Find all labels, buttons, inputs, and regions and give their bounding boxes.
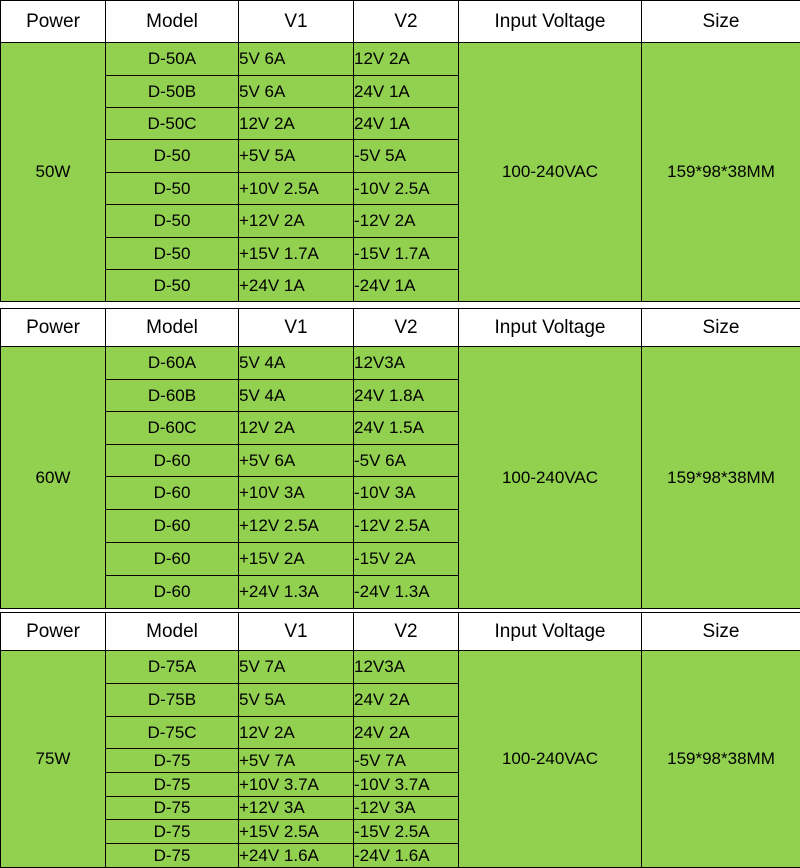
size-header: Size <box>642 309 800 347</box>
v1-cell: 5V 6A <box>239 76 354 108</box>
input-voltage-header: Input Voltage <box>459 309 642 347</box>
v1-cell: +24V 1A <box>239 270 354 302</box>
v2-header: V2 <box>354 1 459 43</box>
input-voltage-header: Input Voltage <box>459 613 642 651</box>
model-cell: D-75 <box>106 773 239 797</box>
size-cell: 159*98*38MM <box>642 347 800 609</box>
model-cell: D-60 <box>106 445 239 477</box>
v1-cell: +24V 1.6A <box>239 844 354 868</box>
v1-cell: +5V 5A <box>239 140 354 173</box>
v1-cell: 12V 2A <box>239 717 354 749</box>
model-cell: D-50 <box>106 205 239 238</box>
power-rating-cell: 75W <box>1 651 106 868</box>
model-cell: D-50C <box>106 108 239 140</box>
model-cell: D-60 <box>106 510 239 543</box>
v2-cell: -24V 1.3A <box>354 576 459 609</box>
header-row <box>1 613 800 651</box>
model-cell: D-75 <box>106 820 239 844</box>
model-cell: D-50B <box>106 76 239 108</box>
v2-header: V2 <box>354 309 459 347</box>
v1-cell: +10V 2.5A <box>239 173 354 205</box>
v2-cell: -10V 2.5A <box>354 173 459 205</box>
model-cell: D-60 <box>106 477 239 510</box>
v2-cell: -10V 3A <box>354 477 459 510</box>
v1-header: V1 <box>239 309 354 347</box>
model-header: Model <box>106 309 239 347</box>
v2-cell: 24V 1.5A <box>354 412 459 445</box>
v1-cell: +10V 3.7A <box>239 773 354 797</box>
v1-cell: +15V 2A <box>239 543 354 576</box>
model-cell: D-50 <box>106 140 239 173</box>
model-header: Model <box>106 1 239 43</box>
v2-cell: -5V 5A <box>354 140 459 173</box>
v1-cell: +12V 2.5A <box>239 510 354 543</box>
v1-cell: +15V 1.7A <box>239 238 354 270</box>
v2-cell: -15V 1.7A <box>354 238 459 270</box>
model-cell: D-75A <box>106 651 239 684</box>
v2-cell: -15V 2A <box>354 543 459 576</box>
size-cell: 159*98*38MM <box>642 43 800 302</box>
v2-cell: 24V 1A <box>354 108 459 140</box>
model-cell: D-60B <box>106 380 239 412</box>
v2-cell: 12V3A <box>354 347 459 380</box>
v1-cell: +10V 3A <box>239 477 354 510</box>
power-group-table <box>0 612 800 868</box>
v2-cell: -12V 3A <box>354 797 459 820</box>
power-header: Power <box>1 613 106 651</box>
v2-cell: 12V3A <box>354 651 459 684</box>
model-header: Model <box>106 613 239 651</box>
v1-cell: 5V 7A <box>239 651 354 684</box>
v2-cell: -12V 2A <box>354 205 459 238</box>
v2-cell: -5V 6A <box>354 445 459 477</box>
size-header: Size <box>642 1 800 43</box>
v1-header: V1 <box>239 1 354 43</box>
power-group-table <box>0 308 800 609</box>
v1-cell: 5V 4A <box>239 347 354 380</box>
input-voltage-cell: 100-240VAC <box>459 651 642 868</box>
v1-cell: 12V 2A <box>239 412 354 445</box>
v1-cell: 12V 2A <box>239 108 354 140</box>
header-row <box>1 309 800 347</box>
v2-cell: 24V 1.8A <box>354 380 459 412</box>
model-cell: D-50 <box>106 270 239 302</box>
model-cell: D-60A <box>106 347 239 380</box>
v2-cell: -24V 1A <box>354 270 459 302</box>
v2-header: V2 <box>354 613 459 651</box>
v2-cell: -10V 3.7A <box>354 773 459 797</box>
v1-cell: 5V 4A <box>239 380 354 412</box>
model-cell: D-75 <box>106 749 239 773</box>
v1-cell: +12V 3A <box>239 797 354 820</box>
v2-cell: 24V 1A <box>354 76 459 108</box>
size-header: Size <box>642 613 800 651</box>
v1-cell: +5V 6A <box>239 445 354 477</box>
power-rating-cell: 50W <box>1 43 106 302</box>
model-cell: D-60 <box>106 576 239 609</box>
model-cell: D-75 <box>106 844 239 868</box>
size-cell: 159*98*38MM <box>642 651 800 868</box>
v1-cell: +5V 7A <box>239 749 354 773</box>
v2-cell: 24V 2A <box>354 684 459 717</box>
input-voltage-header: Input Voltage <box>459 1 642 43</box>
v1-cell: 5V 6A <box>239 43 354 76</box>
model-cell: D-60C <box>106 412 239 445</box>
model-cell: D-60 <box>106 543 239 576</box>
model-cell: D-50A <box>106 43 239 76</box>
table-row <box>1 43 800 76</box>
v1-cell: 5V 5A <box>239 684 354 717</box>
input-voltage-cell: 100-240VAC <box>459 43 642 302</box>
v2-cell: -5V 7A <box>354 749 459 773</box>
v2-cell: -12V 2.5A <box>354 510 459 543</box>
input-voltage-cell: 100-240VAC <box>459 347 642 609</box>
v2-cell: -15V 2.5A <box>354 820 459 844</box>
v1-cell: +15V 2.5A <box>239 820 354 844</box>
model-cell: D-50 <box>106 238 239 270</box>
power-header: Power <box>1 1 106 43</box>
model-cell: D-75C <box>106 717 239 749</box>
header-row <box>1 1 800 43</box>
table-row <box>1 651 800 684</box>
v1-header: V1 <box>239 613 354 651</box>
v2-cell: 24V 2A <box>354 717 459 749</box>
model-cell: D-75 <box>106 797 239 820</box>
v2-cell: 12V 2A <box>354 43 459 76</box>
model-cell: D-50 <box>106 173 239 205</box>
v1-cell: +24V 1.3A <box>239 576 354 609</box>
power-group-table <box>0 0 800 302</box>
model-cell: D-75B <box>106 684 239 717</box>
v2-cell: -24V 1.6A <box>354 844 459 868</box>
power-header: Power <box>1 309 106 347</box>
power-rating-cell: 60W <box>1 347 106 609</box>
table-row <box>1 347 800 380</box>
v1-cell: +12V 2A <box>239 205 354 238</box>
